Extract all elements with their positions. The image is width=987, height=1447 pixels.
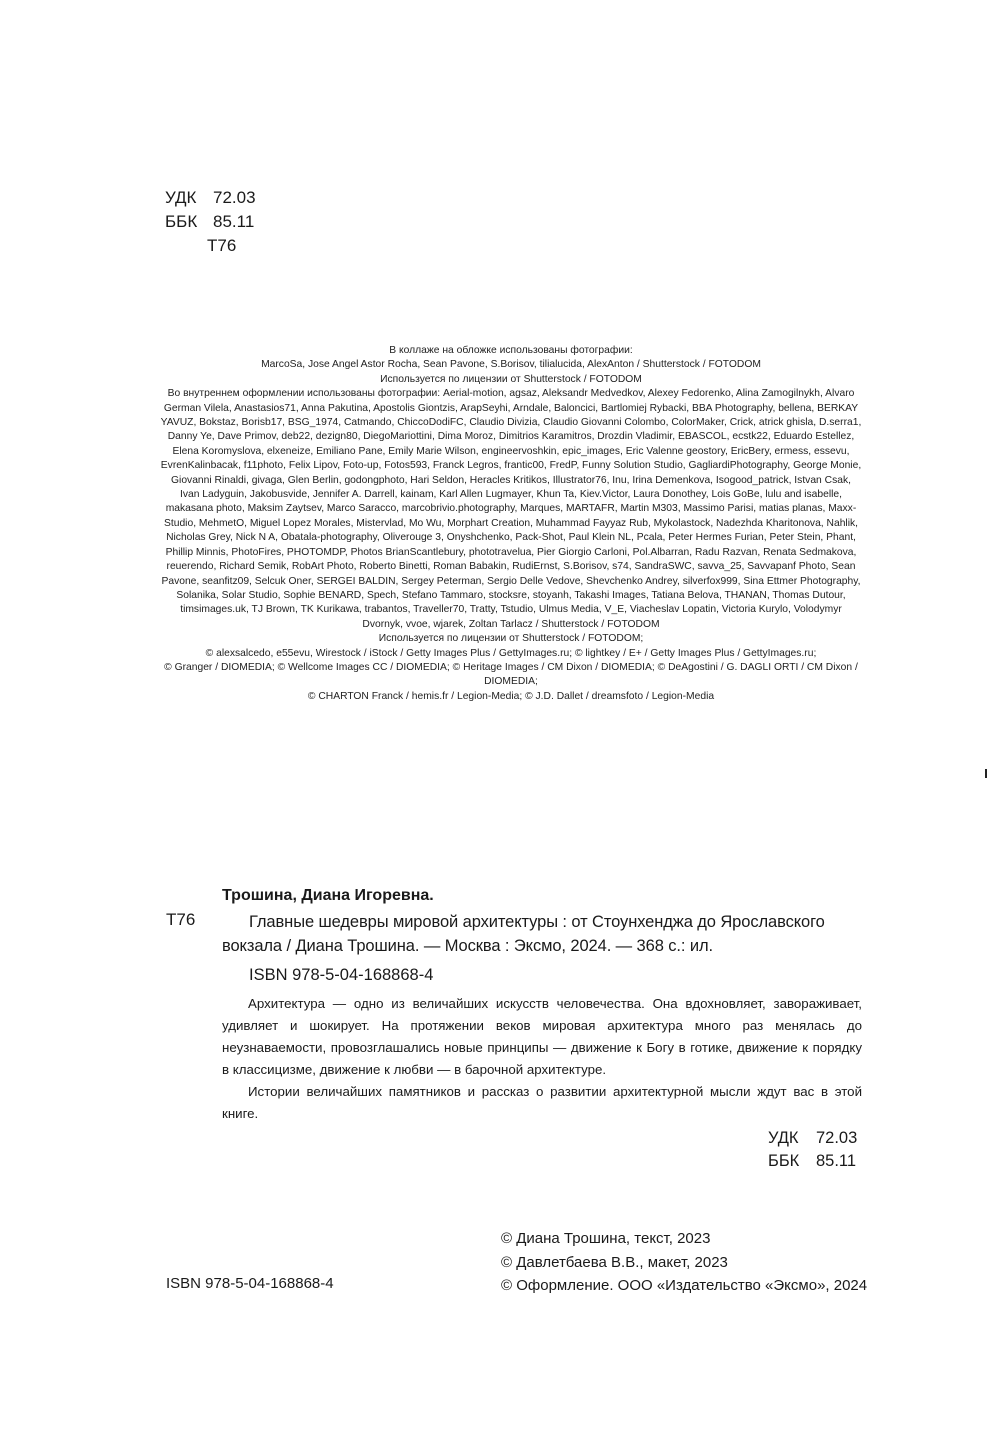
bbk-value: 85.11 <box>213 212 255 231</box>
copyright-line: © Давлетбаева В.В., макет, 2023 <box>501 1253 728 1271</box>
bib-description: Главные шедевры мировой архитектуры : от Стоунхенджа до Ярославского вокзала / Диана Трошина. — Москва : Эксмо, 2024. — 368 с.: ил. <box>222 913 825 955</box>
annotation-paragraph: Архитектура — одно из величайших искусств человечества. Она вдохновляет, завораживает, удивляет и шокирует. На протяжении веков мировая архитектура много раз менялась до неузнаваемости, провозглашались новые принципы — движение к Богу в готике, движение к порядку в классицизме, движение к любви — в барочной архитектуре. <box>222 996 862 1077</box>
copyright-line: © Оформление. ООО «Издательство «Эксмо», 2024 <box>501 1277 868 1294</box>
bib-author: Трошина, Диана Игоревна. <box>222 887 434 904</box>
bbk-label: ББК <box>165 212 198 231</box>
bbk-value: 85.11 <box>816 1152 857 1170</box>
credits-line: Используется по лицензии от Shutterstock / FOTODOM; <box>378 633 644 645</box>
udk-row <box>165 186 256 210</box>
isbn-bottom: ISBN 978-5-04-168868-4 <box>166 1275 334 1292</box>
bbk-label: ББК <box>768 1152 800 1170</box>
credits-line: © Granger / DIOMEDIA; © Wellcome Images CC / DIOMEDIA; © Heritage Images / CM Dixon / DIOMEDIA; © DeAgostini / G. DAGLI ORTI / CM Dixon / DIOMEDIA; <box>164 661 858 688</box>
bib-author-mark: Т76 <box>166 910 196 929</box>
credits-line: Во внутреннем оформлении использованы фотографии: Aerial-motion, agsaz, Aleksandr Medvedkov, Alexey Fedorenko, Alina Zamogilnykh, Alvaro German Vilela, Anastasios71, Anna Pakutina, Apostolis Giontzis, ArapSeyhi, Arndale, Baloncici, Bartlomiej Rybacki, BBA Photography, bellena, BERKAY YAVUZ, Bokstaz, Borisb17, BSG_1974, Catmando, ChiccoDodiFC, Claudio Divizia, Claudio Giovanni Colombo, ColorMaker, Crick, atrick ghisla, D.serra1, Danny Ye, Dave Primov, deb22, dezign80, DiegoMariottini, Dima Moroz, Dimitrios Karamitros, Drozdin Vladimir, EBASCOL, ecstk22, Eduardo Estellez, Elena Koromyslova, elxeneize, Emiliano Pane, Emily Marie Wilson, engineervoshkin, epic_images, Eric Valenne geostory, EricBery, ermess, essevu, EvrenKalinbacak, f11photo, Felix Lipov, Foto-up, Fotos593, Franck Legros, frantic00, FredP, Funny Solution Studio, GagliardiPhotography, George Monie, Giovanni Rinaldi, givaga, Glen Berlin, godongphoto, Hari Seldon, Heracles Kritikos, Illustrator76, Inu, Irina Demenkova, Isogood_patrick, Istvan Csak, Ivan Ladyguin, Jakobusvide, Jennifer A. Darrell, kainam, Karl Allen Lugmayer, Khun Ta, Kiev.Victor, Laura Donothey, Lois GoBe, lulu and isabelle, makasana photo, Maksim Zaytsev, Marco Saracco, marcobrivio.photography, Marques, MARTAFR, Martin M303, Massimo Parisi, matias planas, Maxx-Studio, MehmetO, Miguel Lopez Morales, Mistervlad, Mo Wu, Morphart Creation, Muhammad Fayyaz Rub, Mykolastock, Nadezhda Kharitonova, Nahlik, Nicholas Grey, Nick N A, Obatala-photography, Oliverouge 3, Onyshchenko, Pack-Shot, Paul Klein NL, Pcala, Peter Hermes Furian, Peter Stein, Phant, Phillip Minnis, PhotoFires, PHOTOMDP, Photos BrianScantlebury, phototravelua, Pier Giorgio Carloni, Pol.Albarran, Radu Razvan, Renata Sedmakova, reuerendo, Richard Semik, RobArt Photo, Roberto Binetti, Roman Babakin, RudiErnst, S.Borisov, s74, SandraSWC, savva_25, Savvapanf Photo, Sean Pavone, seanfitz09, Selcuk Oner, SERGEI BALDIN, Sergey Peterman, Sergio Delle Vedove, Shevchenko Andrey, silverfox999, Sina Ettmer Photography, Solanika, Solar Studio, Sophie BENARD, Spech, Stefano Tammaro, stocksre, stoyanh, Takashi Images, Tatiana Belova, THANAN, Thomas Dutour, timsimages.uk, TJ Brown, TK Kurikawa, trabantos, Traveller70, Tratty, Tstudio, Ulmus Media, V_E, Viacheslav Lopatin, Victoria Kurylo, Volodymyr Dvornyk, vvoe, wjarek, Zoltan Tarlacz / Shutterstock / FOTODOM <box>160 388 862 630</box>
credits-line: Используется по лицензии от Shutterstock / FOTODOM <box>380 373 642 385</box>
credits-line: © CHARTON Franck / hemis.fr / Legion-Media; © J.D. Dallet / dreamsfoto / Legion-Media <box>307 690 715 702</box>
author-mark: Т76 <box>207 236 237 255</box>
margin-mark <box>985 769 987 778</box>
copyright-block <box>501 1227 867 1298</box>
udk-label: УДК <box>768 1129 799 1147</box>
copyright-line: © Диана Трошина, текст, 2023 <box>501 1230 711 1247</box>
photo-credits <box>160 344 862 704</box>
bib-isbn: ISBN 978-5-04-168868-4 <box>249 966 434 984</box>
credits-line: © alexsalcedo, e55evu, Wirestock / iStock / Getty Images Plus / GettyImages.ru; © lightkey / E+ / Getty Images Plus / GettyImages.ru; <box>205 647 817 659</box>
udk-row <box>768 1127 857 1150</box>
udk-label: УДК <box>165 188 197 207</box>
top-classification-codes <box>165 186 256 258</box>
annotation <box>222 993 862 1125</box>
bottom-classification-codes <box>768 1127 857 1173</box>
annotation-paragraph: Истории величайших памятников и рассказ о развитии архитектурной мысли ждут вас в этой книге. <box>222 1084 862 1121</box>
credits-line: В коллаже на обложке использованы фотографии: <box>389 345 633 356</box>
udk-value: 72.03 <box>213 188 256 207</box>
bbk-row <box>768 1150 857 1173</box>
credits-line: MarcoSa, Jose Angel Astor Rocha, Sean Pavone, S.Borisov, tilialucida, AlexAnton / Shutterstock / FOTODOM <box>261 359 761 371</box>
udk-value: 72.03 <box>816 1129 858 1147</box>
bbk-row <box>165 210 256 234</box>
